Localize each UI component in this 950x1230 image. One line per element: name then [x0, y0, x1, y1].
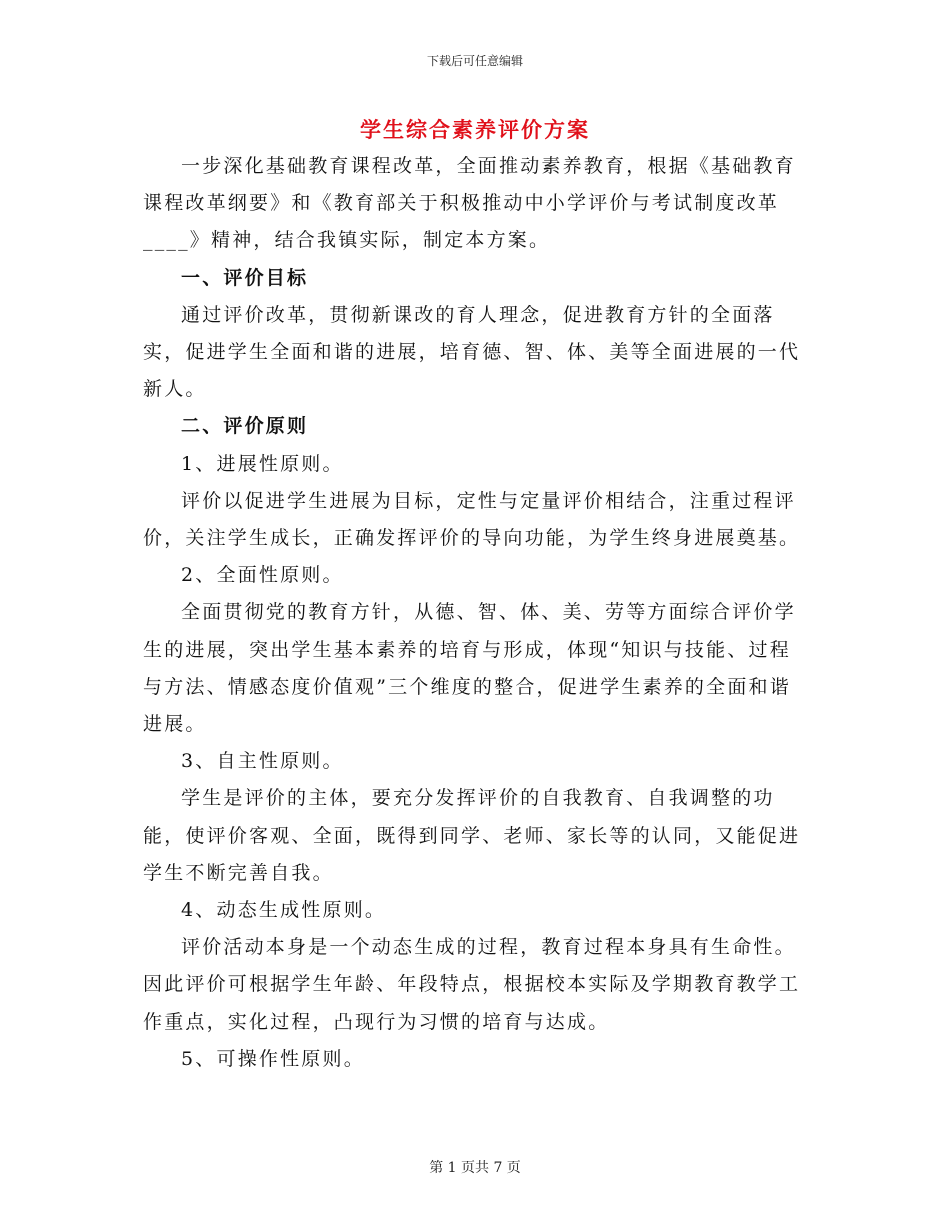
- principle-1-paragraph: 评价以促进学生进展为目标，定性与定量评价相结合，注重过程评价，关注学生成长，正确发挥评价的导向功能，为学生终身进展奠基。: [143, 489, 801, 550]
- principle-1-heading: 1、进展性原则。: [181, 452, 344, 475]
- page-header: 下载后可任意编辑: [426, 54, 523, 68]
- principle-2-heading: 2、全面性原则。: [181, 564, 344, 587]
- document-title: 学生综合素养评价方案: [360, 117, 590, 142]
- document-body: [143, 148, 811, 1078]
- section-heading-principles: 二、评价原则: [181, 415, 309, 438]
- principle-5-heading: 5、可操作性原则。: [181, 1047, 365, 1070]
- principle-3-paragraph: 学生是评价的主体，要充分发挥评价的自我教育、自我调整的功能，使评价客观、全面，既得到同学、老师、家长等的认同，又能促进学生不断完善自我。: [143, 787, 801, 884]
- principle-3-heading: 3、自主性原则。: [181, 750, 344, 773]
- principle-4-paragraph: 评价活动本身是一个动态生成的过程，教育过程本身具有生命性。因此评价可根据学生年龄、年段特点，根据校本实际及学期教育教学工作重点，实化过程，凸现行为习惯的培育与达成。: [143, 936, 801, 1033]
- goals-paragraph: 通过评价改革，贯彻新课改的育人理念，促进教育方针的全面落实，促进学生全面和谐的进展，培育德、智、体、美等全面进展的一代新人。: [143, 303, 801, 401]
- intro-paragraph: 一步深化基础教育课程改革，全面推动素养教育，根据《基础教育课程改革纲要》和《教育部关于积极推动中小学评价与考试制度改革____》精神，结合我镇实际，制定本方案。: [143, 155, 796, 252]
- page-footer: 第 1 页共 7 页: [429, 1160, 521, 1176]
- principle-4-heading: 4、动态生成性原则。: [181, 899, 387, 922]
- section-heading-goals: 一、评价目标: [181, 266, 309, 289]
- principle-2-paragraph: 全面贯彻党的教育方针，从德、智、体、美、劳等方面综合评价学生的进展，突出学生基本素养的培育与形成，体现“知识与技能、过程与方法、情感态度价值观”三个维度的整合，促进学生素养的全面和谐进展。: [143, 601, 796, 736]
